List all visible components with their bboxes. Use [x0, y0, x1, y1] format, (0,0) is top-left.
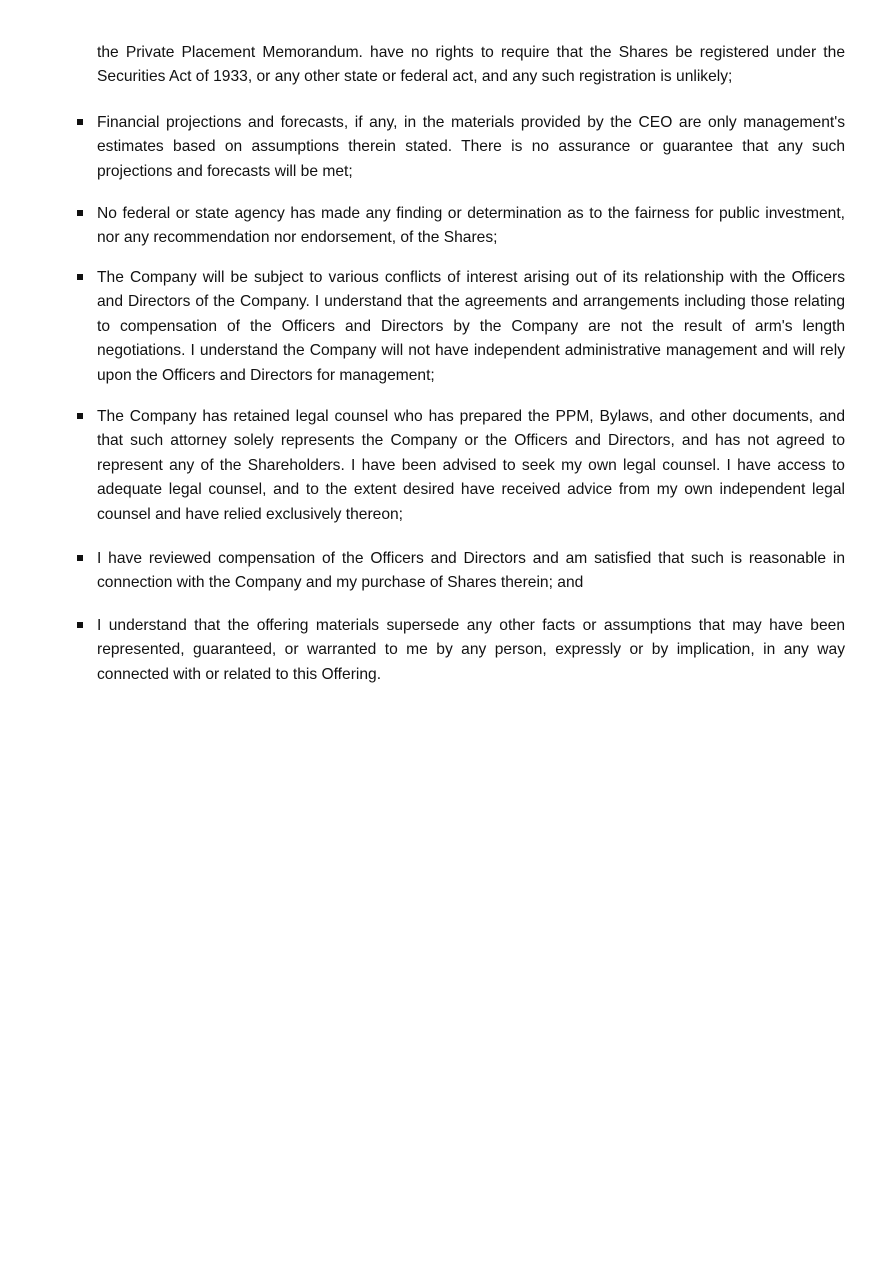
bullet-marker-icon — [77, 555, 83, 561]
bullet-item-no-agency-finding: No federal or state agency has made any finding or determination as to the fairness for public investment, nor any recommendation nor endorsement, of the Shares; — [97, 205, 845, 247]
bullet-item-legal-counsel: The Company has retained legal counsel who has prepared the PPM, Bylaws, and other documents, and that such attorney solely represents the Company or the Officers and Directors, and has not agreed to represent any of the Shareholders. I have been advised to seek my own legal counsel. I have access to adequate legal counsel, and to the extent desired have received advice from my own independent legal counsel and have relied exclusively thereon; — [97, 408, 845, 523]
bullet-item-compensation-review: I have reviewed compensation of the Officers and Directors and am satisfied that such is reasonable in connection with the Company and my purchase of Shares therein; and — [97, 550, 845, 592]
bullet-marker-icon — [77, 622, 83, 628]
bullet-item-projections: Financial projections and forecasts, if any, in the materials provided by the CEO are only management's estimates based on assumptions therein stated. There is no assurance or guarantee that any such projections and forecasts will be met; — [97, 114, 845, 180]
bullet-item-offering-materials: I understand that the offering materials supersede any other facts or assumptions that may have been represented, guaranteed, or warranted to me by any person, expressly or by implication, in any way connected with or related to this Offering. — [97, 617, 845, 683]
continuation-paragraph: the Private Placement Memorandum. have no rights to require that the Shares be registered under the Securities Act of 1933, or any other state or federal act, and any such registration is unlikely; — [97, 44, 845, 86]
bullet-marker-icon — [77, 413, 83, 419]
bullet-marker-icon — [77, 119, 83, 125]
bullet-item-conflicts-of-interest: The Company will be subject to various conflicts of interest arising out of its relationship with the Officers and Directors of the Company. I understand that the agreements and arrangements including those relating to compensation of the Officers and Directors by the Company are not the result of arm's length negotiations. I understand the Company will not have independent administrative management and will rely upon the Officers and Directors for management; — [97, 269, 845, 384]
bullet-marker-icon — [77, 274, 83, 280]
bullet-marker-icon — [77, 210, 83, 216]
